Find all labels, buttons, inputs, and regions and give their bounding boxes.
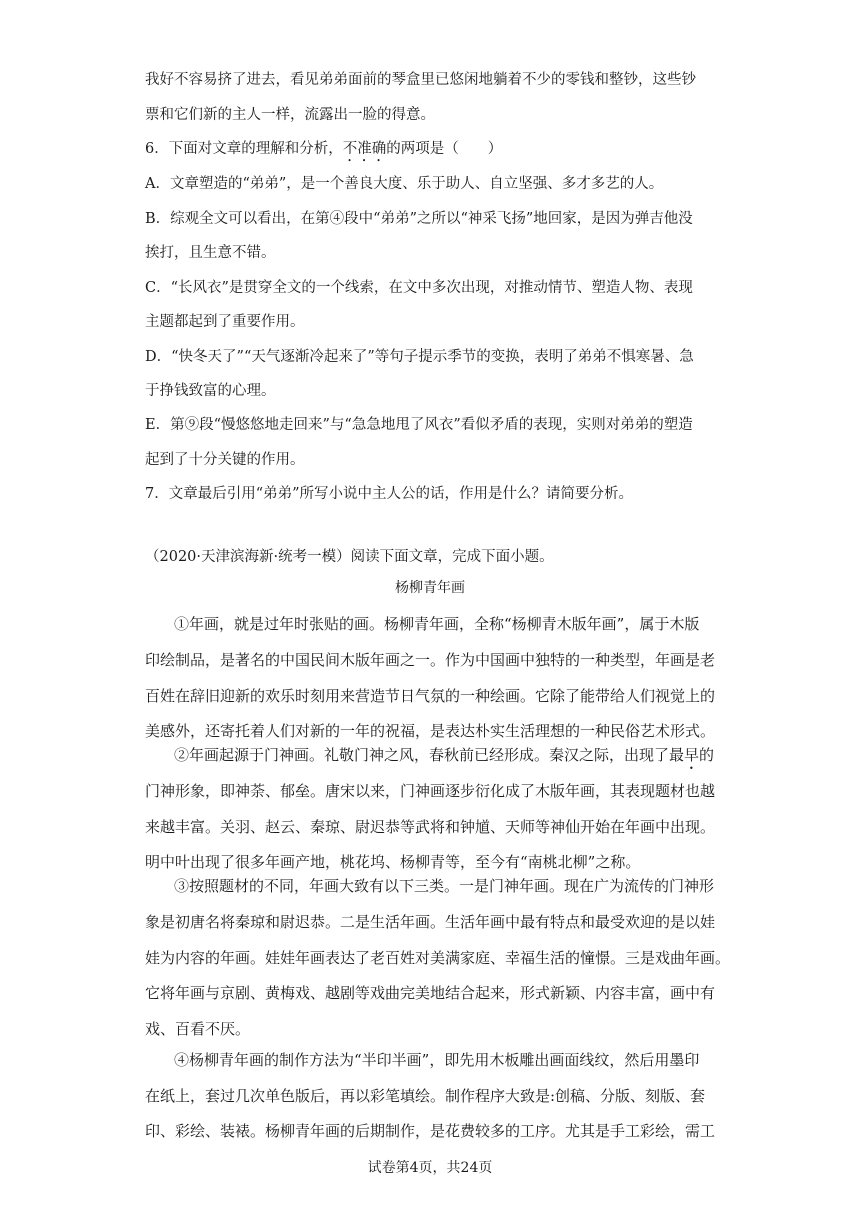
passage-line-2: 票和它们新的主人一样，流露出一脸的得意。 <box>145 107 435 123</box>
p3-line-5: 戏、百看不厌。 <box>145 1020 251 1038</box>
source-line: （2020·天津滨海新·统考一模）阅读下面文章，完成下面小题。 <box>145 549 554 565</box>
option-b-line-1: B．综观全文可以看出，在第④段中“弟弟”之所以“神采飞扬”地回家，是因为弹吉他没 <box>145 211 693 227</box>
option-d-line-2: 于挣钱致富的心理。 <box>145 383 276 399</box>
p3-line-4: 它将年画与京剧、黄梅戏、越剧等戏曲完美地结合起来，形式新颖、内容丰富，画中有 <box>145 984 716 1002</box>
p3-line-1: ③按照题材的不同，年画大致有以下三类。一是门神年画。现在广为流传的门神形 <box>174 877 715 895</box>
question-6 <box>145 139 502 165</box>
p2-line-1-post: 的 <box>699 746 715 764</box>
p4-line-1: ④杨柳青年画的制作方法为“半印半画”，即先用木板雕出画面线纹，然后用墨印 <box>174 1051 700 1069</box>
p2-line-1 <box>174 745 714 773</box>
option-d-line-1: D．“快冬天了”“天气逐渐冷起来了”等句子提示季节的变换，表明了弟弟不惧寒暑、急 <box>145 349 694 365</box>
question-7: 7．文章最后引用“弟弟”所写小说中主人公的话，作用是什么？请简要分析。 <box>145 486 634 502</box>
p4-line-3: 印、彩绘、装裱。杨柳青年画的后期制作，是花费较多的工序。尤其是手工彩绘，需工 <box>145 1122 716 1140</box>
p2-line-3: 来越丰富。关羽、赵云、秦琼、尉迟恭等武将和钟馗、天师等神仙开始在年画中出现。 <box>145 818 716 836</box>
option-a: A．文章塑造的“弟弟”，是一个善良大度、乐于助人、自立坚强、多才多艺的人。 <box>145 176 664 192</box>
p2-line-2: 门神形象，即神荼、郁垒。唐宋以来，门神画逐步衍化成了木版年画，其表现题材也越 <box>145 782 716 800</box>
question-6-emphasis: 不准确 <box>342 141 387 157</box>
option-b-line-2: 挨打，且生意不错。 <box>145 245 276 261</box>
p1-line-2: 印绘制品，是著名的中国民间木版年画之一。作为中国画中独特的一种类型，年画是老 <box>145 651 716 669</box>
option-c-line-2: 主题都起到了重要作用。 <box>145 314 305 330</box>
question-6-pre: 6．下面对文章的理解和分析， <box>145 141 343 157</box>
article-title: 杨柳青年画 <box>395 580 465 596</box>
p4-line-2: 在纸上，套过几次单色版后，再以彩笔填绘。制作程序大致是:创稿、分版、刻版、套 <box>145 1087 706 1105</box>
page-footer: 试卷第4页，共24页 <box>367 1160 493 1176</box>
p2-line-4: 明中叶出现了很多年画产地，桃花坞、杨柳青等，至今有“南桃北柳”之称。 <box>145 853 641 871</box>
p2-emphasis: 早 <box>684 746 700 764</box>
p3-line-2: 象是初唐名将秦琼和尉迟恭。二是生活年画。生活年画中最有特点和最受欢迎的是以娃 <box>145 913 716 931</box>
p1-line-4: 美感外，还寄托着人们对新的一年的祝福，是表达朴实生活理想的一种民俗艺术形式。 <box>145 722 716 740</box>
p1-line-1: ①年画，就是过年时张贴的画。杨柳青年画，全称“杨柳青木版年画”，属于木版 <box>174 615 700 633</box>
p2-line-1-pre: ②年画起源于门神画。礼敬门神之风，春秋前已经形成。秦汉之际，出现了最 <box>174 746 685 764</box>
option-c-line-1: C．“长风衣”是贯穿全文的一个线索，在文中多次出现，对推动情节、塑造人物、表现 <box>145 280 693 296</box>
p1-line-3: 百姓在辞旧迎新的欢乐时刻用来营造节日气氛的一种绘画。它除了能带给人们视觉上的 <box>145 687 716 705</box>
passage-line-1: 我好不容易挤了进去，看见弟弟面前的琴盒里已悠闲地躺着不少的零钱和整钞，这些钞 <box>145 72 696 88</box>
option-e-line-2: 起到了十分关键的作用。 <box>145 452 305 468</box>
question-6-post: 的两项是（ ） <box>386 141 503 157</box>
option-e-line-1: E．第⑨段“慢悠悠地走回来”与“急急地甩了风衣”看似矛盾的表现，实则对弟弟的塑造 <box>145 417 693 433</box>
p3-line-3: 娃为内容的年画。娃娃年画表达了老百姓对美满家庭、幸福生活的憧憬。三是戏曲年画。 <box>145 949 731 967</box>
